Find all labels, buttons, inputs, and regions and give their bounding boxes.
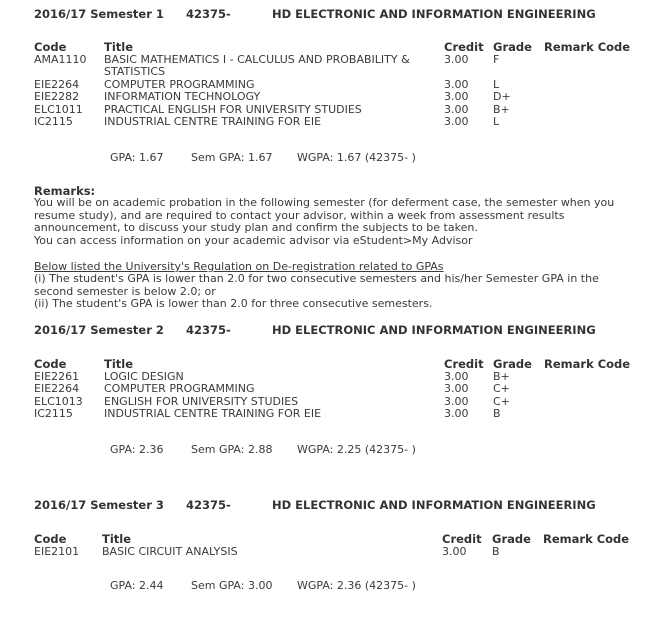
sem-gpa-value: Sem GPA: 2.88 <box>191 443 273 456</box>
gpa-value: GPA: 1.67 <box>110 151 164 164</box>
course-code: EIE2264 <box>34 382 80 395</box>
course-grade: L <box>493 115 500 128</box>
header-grade: Grade <box>493 40 532 54</box>
course-code: ELC1011 <box>34 103 83 116</box>
course-credit: 3.00 <box>444 370 469 383</box>
header-grade: Grade <box>492 532 531 546</box>
course-credit: 3.00 <box>444 382 469 395</box>
course-credit: 3.00 <box>444 395 469 408</box>
semester-term: 2016/17 Semester 3 <box>34 498 164 512</box>
header-code: Code <box>34 40 67 54</box>
course-code: IC2115 <box>34 407 73 420</box>
wgpa-value: WGPA: 1.67 (42375- ) <box>297 151 416 164</box>
remarks-line: You can access information on your academic advisor via eStudent>My Advisor <box>34 234 473 247</box>
header-code: Code <box>34 532 67 546</box>
header-title: Title <box>104 40 134 54</box>
course-code: EIE2282 <box>34 90 80 103</box>
wgpa-value: WGPA: 2.25 (42375- ) <box>297 443 416 456</box>
program-code: 42375- <box>186 498 231 512</box>
header-credit: Credit <box>444 40 484 54</box>
course-code: EIE2264 <box>34 78 80 91</box>
course-code: AMA1110 <box>34 53 87 66</box>
header-remark-code: Remark Code <box>544 40 631 54</box>
course-title: BASIC MATHEMATICS I - CALCULUS AND PROBABILITY & <box>104 53 410 66</box>
remarks-line: announcement, to discuss your study plan and confirm the subjects to be taken. <box>34 221 478 234</box>
course-grade: L <box>493 78 500 91</box>
course-credit: 3.00 <box>442 545 467 558</box>
course-title: PRACTICAL ENGLISH FOR UNIVERSITY STUDIES <box>104 103 362 116</box>
course-code: IC2115 <box>34 115 73 128</box>
program-code: 42375- <box>186 7 231 21</box>
course-title: INDUSTRIAL CENTRE TRAINING FOR EIE <box>104 115 322 128</box>
semester-term: 2016/17 Semester 2 <box>34 323 164 337</box>
course-code: ELC1013 <box>34 395 83 408</box>
course-grade: B <box>493 407 501 420</box>
regulation-rule: (i) The student's GPA is lower than 2.0 for two consecutive semesters and his/her Semester GPA in the <box>34 272 599 285</box>
gpa-value: GPA: 2.36 <box>110 443 164 456</box>
course-credit: 3.00 <box>444 90 469 103</box>
course-title: ENGLISH FOR UNIVERSITY STUDIES <box>104 395 299 408</box>
header-code: Code <box>34 357 67 371</box>
course-code: EIE2261 <box>34 370 80 383</box>
course-grade: F <box>493 53 500 66</box>
regulation-heading: Below listed the University's Regulation on De-registration related to GPAs <box>34 260 444 273</box>
header-remark-code: Remark Code <box>544 357 631 371</box>
program-name: HD ELECTRONIC AND INFORMATION ENGINEERING <box>272 7 596 21</box>
course-grade: B <box>492 545 500 558</box>
course-code: EIE2101 <box>34 545 80 558</box>
course-credit: 3.00 <box>444 103 469 116</box>
regulation-rule: second semester is below 2.0; or <box>34 285 216 298</box>
course-credit: 3.00 <box>444 115 469 128</box>
course-grade: B+ <box>493 103 510 116</box>
remarks-line: resume study), and are required to contact your advisor, within a week from assessment results <box>34 209 565 222</box>
wgpa-value: WGPA: 2.36 (42375- ) <box>297 579 416 592</box>
program-name: HD ELECTRONIC AND INFORMATION ENGINEERING <box>272 323 596 337</box>
regulation-rule: (ii) The student's GPA is lower than 2.0 for three consecutive semesters. <box>34 297 433 310</box>
header-remark-code: Remark Code <box>543 532 630 546</box>
course-title-continued: STATISTICS <box>104 65 166 78</box>
course-grade: B+ <box>493 370 510 383</box>
header-title: Title <box>104 357 134 371</box>
header-credit: Credit <box>442 532 482 546</box>
course-title: INDUSTRIAL CENTRE TRAINING FOR EIE <box>104 407 322 420</box>
course-title: COMPUTER PROGRAMMING <box>104 382 255 395</box>
course-credit: 3.00 <box>444 78 469 91</box>
course-title: COMPUTER PROGRAMMING <box>104 78 255 91</box>
remarks-line: You will be on academic probation in the following semester (for deferment case, the semester when you <box>34 196 615 209</box>
header-title: Title <box>102 532 132 546</box>
course-credit: 3.00 <box>444 53 469 66</box>
course-grade: C+ <box>493 395 510 408</box>
program-code: 42375- <box>186 323 231 337</box>
sem-gpa-value: Sem GPA: 1.67 <box>191 151 273 164</box>
program-name: HD ELECTRONIC AND INFORMATION ENGINEERING <box>272 498 596 512</box>
course-credit: 3.00 <box>444 407 469 420</box>
course-title: INFORMATION TECHNOLOGY <box>104 90 261 103</box>
header-credit: Credit <box>444 357 484 371</box>
gpa-value: GPA: 2.44 <box>110 579 164 592</box>
semester-term: 2016/17 Semester 1 <box>34 7 164 21</box>
course-title: BASIC CIRCUIT ANALYSIS <box>102 545 238 558</box>
course-grade: C+ <box>493 382 510 395</box>
sem-gpa-value: Sem GPA: 3.00 <box>191 579 273 592</box>
course-grade: D+ <box>493 90 511 103</box>
remarks-title: Remarks: <box>34 184 96 198</box>
course-title: LOGIC DESIGN <box>104 370 184 383</box>
header-grade: Grade <box>493 357 532 371</box>
